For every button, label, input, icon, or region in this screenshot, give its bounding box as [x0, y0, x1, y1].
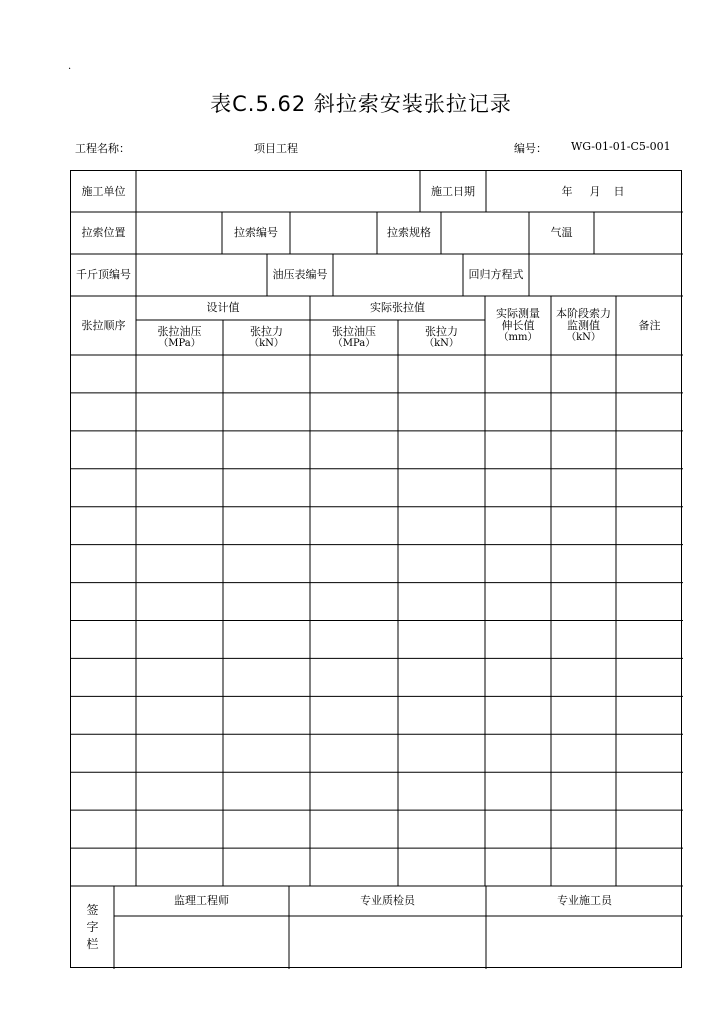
table-cell[interactable] [310, 734, 398, 772]
table-cell[interactable] [551, 734, 616, 772]
elongation-label-2: 伸长值 [501, 318, 535, 332]
design-force-label: 张拉力 [250, 324, 283, 338]
table-cell[interactable] [398, 696, 485, 734]
table-cell[interactable] [551, 469, 616, 507]
table-cell[interactable] [398, 734, 485, 772]
table-cell[interactable] [223, 583, 310, 621]
table-cell[interactable] [136, 696, 223, 734]
signature-label-3: 栏 [86, 937, 99, 951]
table-cell[interactable] [485, 355, 551, 393]
table-cell[interactable] [310, 583, 398, 621]
stage-force-label-1: 本阶段索力 [556, 306, 611, 320]
actual-oil-pressure-label: 张拉油压 [332, 324, 376, 338]
table-cell[interactable] [310, 469, 398, 507]
table-cell[interactable] [551, 658, 616, 696]
table-cell[interactable] [223, 621, 310, 659]
table-cell[interactable] [398, 583, 485, 621]
table-cell[interactable] [71, 772, 136, 810]
table-cell[interactable] [223, 355, 310, 393]
table-cell[interactable] [310, 393, 398, 431]
table-cell[interactable] [71, 583, 136, 621]
table-cell[interactable] [551, 772, 616, 810]
page-title: 表C.5.62 斜拉索安装张拉记录 [210, 92, 512, 116]
table-cell[interactable] [136, 772, 223, 810]
design-force-unit: （kN） [249, 337, 284, 349]
stage-force-label-2: 监测值 [567, 318, 600, 332]
table-cell[interactable] [223, 507, 310, 545]
jack-number-field[interactable] [136, 254, 267, 296]
date-day-label: 日 [613, 184, 625, 198]
table-cell[interactable] [485, 734, 551, 772]
table-cell[interactable] [616, 393, 683, 431]
table-cell[interactable] [223, 658, 310, 696]
quality-inspector-label: 专业质检员 [360, 894, 415, 907]
table-cell[interactable] [398, 772, 485, 810]
table-cell[interactable] [223, 734, 310, 772]
regression-equation-label: 回归方程式 [468, 268, 524, 281]
table-cell[interactable] [310, 545, 398, 583]
table-cell[interactable] [485, 583, 551, 621]
quality-inspector-signature-field[interactable] [289, 916, 486, 969]
actual-force-unit: （kN） [424, 337, 459, 349]
table-cell[interactable] [485, 658, 551, 696]
elongation-unit: （mm） [498, 331, 538, 343]
gauge-number-label: 油压表编号 [272, 268, 328, 281]
construction-unit-label: 施工单位 [81, 184, 126, 198]
project-name-label: 工程名称： [75, 142, 130, 155]
table-cell[interactable] [616, 469, 683, 507]
table-cell[interactable] [136, 507, 223, 545]
signature-label-2: 字 [86, 920, 99, 934]
table-cell[interactable] [310, 696, 398, 734]
cable-position-field[interactable] [136, 212, 222, 254]
table-cell[interactable] [223, 469, 310, 507]
table-cell[interactable] [485, 507, 551, 545]
table-cell[interactable] [136, 658, 223, 696]
temperature-label: 气温 [550, 226, 573, 239]
signature-section-label [71, 886, 114, 969]
gauge-number-field[interactable] [333, 254, 463, 296]
table-cell[interactable] [551, 621, 616, 659]
actual-force-header [398, 320, 485, 355]
table-cell[interactable] [398, 621, 485, 659]
table-cell[interactable] [310, 621, 398, 659]
table-cell[interactable] [485, 469, 551, 507]
record-number-label: 编号： [514, 142, 547, 155]
table-cell[interactable] [223, 772, 310, 810]
table-cell[interactable] [136, 545, 223, 583]
table-cell[interactable] [551, 848, 616, 886]
stage-force-header [551, 296, 616, 355]
design-oil-pressure-label: 张拉油压 [157, 324, 202, 338]
table-cell[interactable] [136, 583, 223, 621]
table-cell[interactable] [485, 848, 551, 886]
table-cell[interactable] [223, 393, 310, 431]
table-cell[interactable] [551, 583, 616, 621]
regression-equation-field[interactable] [529, 254, 683, 296]
table-cell[interactable] [136, 393, 223, 431]
table-cell[interactable] [398, 431, 485, 469]
page-dot: . [68, 61, 72, 72]
table-cell[interactable] [223, 696, 310, 734]
date-month-label: 月 [589, 184, 601, 198]
table-cell[interactable] [136, 431, 223, 469]
table-cell[interactable] [310, 658, 398, 696]
table-cell[interactable] [223, 545, 310, 583]
temperature-field[interactable] [594, 212, 683, 254]
actual-oil-pressure-header [310, 320, 398, 355]
elongation-label-1: 实际测量 [496, 306, 540, 320]
table-cell[interactable] [223, 848, 310, 886]
table-cell[interactable] [616, 696, 683, 734]
project-name-value: 项目工程 [254, 142, 298, 155]
table-cell[interactable] [616, 658, 683, 696]
table-cell[interactable] [616, 431, 683, 469]
table-cell[interactable] [485, 696, 551, 734]
construction-worker-signature-field[interactable] [486, 916, 683, 969]
table-cell[interactable] [551, 355, 616, 393]
table-cell[interactable] [398, 658, 485, 696]
table-cell[interactable] [310, 431, 398, 469]
stage-force-unit: （kN） [566, 331, 601, 343]
table-cell[interactable] [551, 431, 616, 469]
table-cell[interactable] [551, 810, 616, 848]
jack-number-label: 千斤顶编号 [76, 268, 131, 281]
cable-spec-label: 拉索规格 [387, 226, 431, 239]
design-oil-pressure-header [136, 320, 223, 355]
table-cell[interactable] [71, 621, 136, 659]
table-cell[interactable] [71, 431, 136, 469]
table-cell[interactable] [71, 355, 136, 393]
table-cell[interactable] [551, 507, 616, 545]
table-cell[interactable] [616, 734, 683, 772]
table-cell[interactable] [136, 734, 223, 772]
table-cell[interactable] [398, 469, 485, 507]
table-cell[interactable] [223, 431, 310, 469]
table-cell[interactable] [616, 772, 683, 810]
table-cell[interactable] [71, 545, 136, 583]
table-cell[interactable] [616, 621, 683, 659]
table-cell[interactable] [551, 696, 616, 734]
table-cell[interactable] [310, 810, 398, 848]
record-number-value: WG-01-01-C5-001 [571, 140, 671, 153]
table-cell[interactable] [136, 355, 223, 393]
construction-unit-field[interactable] [136, 171, 420, 212]
supervisor-signature-field[interactable] [114, 916, 289, 969]
table-cell[interactable] [485, 810, 551, 848]
table-cell[interactable] [71, 848, 136, 886]
remarks-header: 备注 [638, 318, 661, 332]
signature-label-1: 签 [86, 903, 99, 917]
design-oil-pressure-unit: （MPa） [158, 337, 201, 349]
actual-value-header: 实际张拉值 [370, 301, 425, 314]
table-cell[interactable] [485, 431, 551, 469]
table-cell[interactable] [71, 696, 136, 734]
table-cell[interactable] [398, 545, 485, 583]
cable-number-label: 拉索编号 [234, 226, 278, 239]
date-year-label: 年 [561, 184, 573, 198]
cable-position-label: 拉索位置 [81, 226, 126, 239]
table-cell[interactable] [136, 469, 223, 507]
table-cell[interactable] [616, 507, 683, 545]
table-cell[interactable] [551, 393, 616, 431]
table-cell[interactable] [616, 848, 683, 886]
table-cell[interactable] [71, 507, 136, 545]
table-cell[interactable] [223, 810, 310, 848]
table-cell[interactable] [398, 507, 485, 545]
cable-number-field[interactable] [290, 212, 377, 254]
table-cell[interactable] [310, 507, 398, 545]
table-cell[interactable] [398, 810, 485, 848]
table-cell[interactable] [551, 545, 616, 583]
table-cell[interactable] [398, 355, 485, 393]
elongation-header [485, 296, 551, 355]
table-cell[interactable] [485, 545, 551, 583]
design-force-header [223, 320, 310, 355]
table-cell[interactable] [310, 848, 398, 886]
table-cell[interactable] [485, 621, 551, 659]
actual-force-label: 张拉力 [425, 324, 458, 338]
table-cell[interactable] [398, 393, 485, 431]
supervisor-label: 监理工程师 [174, 894, 229, 907]
table-cell[interactable] [71, 469, 136, 507]
table-cell[interactable] [485, 772, 551, 810]
table-cell[interactable] [616, 545, 683, 583]
table-cell[interactable] [310, 772, 398, 810]
table-cell[interactable] [616, 355, 683, 393]
table-cell[interactable] [71, 658, 136, 696]
sequence-header: 张拉顺序 [81, 318, 126, 332]
table-cell[interactable] [136, 848, 223, 886]
tension-record-table [70, 170, 682, 968]
construction-date-label: 施工日期 [431, 184, 475, 198]
design-value-header: 设计值 [206, 301, 240, 314]
table-cell[interactable] [616, 810, 683, 848]
table-cell[interactable] [616, 583, 683, 621]
cable-spec-field[interactable] [441, 212, 529, 254]
table-cell[interactable] [310, 355, 398, 393]
actual-oil-pressure-unit: （MPa） [332, 337, 376, 349]
table-cell[interactable] [71, 393, 136, 431]
table-cell[interactable] [71, 734, 136, 772]
table-cell[interactable] [485, 393, 551, 431]
construction-worker-label: 专业施工员 [557, 894, 612, 907]
table-cell[interactable] [71, 810, 136, 848]
table-cell[interactable] [136, 621, 223, 659]
table-cell[interactable] [398, 848, 485, 886]
table-cell[interactable] [136, 810, 223, 848]
